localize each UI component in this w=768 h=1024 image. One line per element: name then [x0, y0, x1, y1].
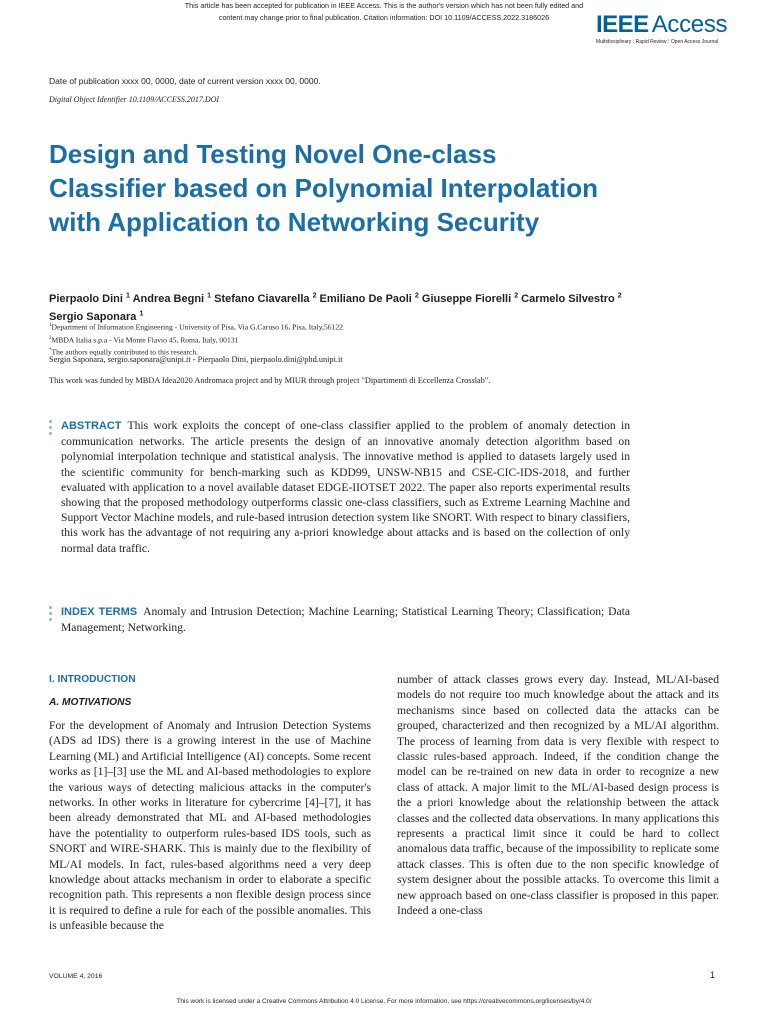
affiliation-mark: 2 [49, 335, 52, 341]
affiliation-line [49, 333, 343, 346]
author-affiliation-mark: 2 [414, 292, 419, 299]
logo-brand: IEEE [596, 11, 649, 38]
ieee-access-logo [596, 12, 727, 45]
affiliation-mark: * [49, 348, 52, 354]
author-affiliation-mark: 1 [139, 310, 144, 318]
author-name-text: Emiliano De Paoli [319, 292, 412, 305]
author-name-text: Sergio Saponara [49, 311, 137, 324]
author-affiliation-mark: 1 [207, 292, 212, 299]
author-name-text: Giuseppe Fiorelli [421, 292, 512, 305]
abstract-text: This work exploits the concept of one-class classifier applied to the problem of anomaly detection in communication networks. The article presents the design of an innovative anomaly detection algorithm based on polynomial interpolation technique and statistical analysis. The innovative method is applied to datasets largely used in the scientific community for bench-marking such as KDD99, UNSW-NB15 and CSE-CIC-IDS-2018, and further evaluated with application to a novel available dataset EDGE-IIOTSET 2022. The paper also reports experimental results showing that the proposed methodology outperforms classic one-class classifiers, such as Extreme Learning Machine and Support Vector Machine models, and rule-based intrusion detection system like SNORT. With respect to binary classifiers, this work has the advantage of not requiring any a-priori knowledge about attacks and is based on the collection of only normal data traffic. [61, 419, 630, 555]
author-name-text: Andrea Begni [132, 292, 205, 305]
affiliation-line [49, 320, 343, 333]
affiliation-text: MBDA Italia s.p.a - Via Monte Flavio 45, Roma, Italy, 00131 [51, 335, 239, 345]
affiliation-text: Department of Information Engineering - University of Pisa, Via G.Caruso 16, Pisa, Italy,56122 [51, 322, 343, 332]
section-heading-introduction: I. INTRODUCTION [49, 674, 136, 685]
index-terms [61, 604, 630, 635]
funding-line: This work was funded by MBDA Idea2020 Andromaca project and by MIUR through project "Dipartimenti di Eccellenza Crosslab". [49, 376, 491, 385]
abstract-label: ABSTRACT [61, 420, 122, 432]
abstract [61, 418, 630, 556]
paper-title: Design and Testing Novel One-class Classifier based on Polynomial Interpolation with Application to Networking Security [49, 139, 598, 237]
author-name-text: Pierpaolo Dini [49, 292, 123, 305]
publication-date: Date of publication xxxx 00, 0000, date of current version xxxx 00, 0000. [49, 76, 321, 86]
volume-label: VOLUME 4, 2016 [49, 973, 103, 980]
page-number: 1 [710, 970, 716, 980]
author-affiliation-mark: 2 [617, 292, 622, 299]
subsection-heading-motivations: A. MOTIVATIONS [49, 697, 132, 708]
logo-wordmark [596, 12, 727, 38]
acceptance-notice-line-1: This article has been accepted for publication in IEEE Access. This is the author's version which has not been fully edited and [184, 1, 584, 10]
doi-line: Digital Object Identifier 10.1109/ACCESS.2017.DOI [49, 95, 220, 104]
body-column-right: number of attack classes grows every day. Instead, ML/AI-based models do not require too much knowledge about the attack and its mechanisms since based on collected data the attacks can be grouped, characterized and then recognized by a ML/AI algorithm. The process of learning from data is very flexible with respect to classic rules-based approach. Indeed, if the condition change the model can be re-trained on new data in order to recognize a new class of attack. A major limit to the ML/AI-based design process is the a priori knowledge about the relationship between the attack classes and the collected data observations. In many applications this represents a practical limit since it could be hard to collect anomalous data traffic, because of the impossibility to replicate some attack classes. This is often due to the non specific knowledge of system designer about the possible attacks. To overcome this limit a new approach based on one-class classifier is proposed in this paper. Indeed a one-class [397, 673, 719, 918]
author-name [320, 293, 419, 305]
acceptance-notice-line-2: content may change prior to final publication. Citation information: DOI 10.1109/ACCESS.2022.3186026 [218, 13, 550, 22]
index-terms-dots-icon [49, 606, 53, 624]
license-notice: This work is licensed under a Creative Commons Attribution 4.0 License. For more information, see https://creativecommons.org/licenses/by/4.0/ [176, 998, 592, 1005]
contact-line: Sergio Saponara, sergio.saponara@unipi.it - Pierpaolo Dini, pierpaolo.dini@phd.unipi.it [49, 355, 343, 364]
affiliation-text: The authors equally contributed to this research. [51, 347, 199, 357]
author-name [422, 293, 518, 305]
affiliation-mark: 1 [49, 323, 52, 328]
abstract-dots-icon [49, 420, 53, 438]
index-terms-label: INDEX TERMS [61, 606, 138, 618]
affiliations [49, 320, 343, 358]
author-name [49, 293, 130, 305]
author-name [214, 293, 316, 305]
author-affiliation-mark: 1 [126, 292, 130, 299]
author-name-text: Carmelo Silvestro [521, 292, 615, 305]
index-terms-text: Anomaly and Intrusion Detection; Machine Learning; Statistical Learning Theory; Classification; Data Management; Networking. [61, 605, 630, 635]
author-name [521, 293, 622, 305]
author-affiliation-mark: 2 [312, 292, 317, 299]
body-column-left: For the development of Anomaly and Intrusion Detection Systems (ADS ad IDS) there is a growing interest in the use of Machine Learning (ML) and Artificial Intelligence (AI) concepts. Some recent works as [1]–[3] use the ML and AI-based methodologies to explore the various ways of detecting malicious attacks in the computer's networks. In other works in literature for cybercrime [4]–[7], it has been already demonstrated that ML and AI-based methodologies have the potentiality to outperform rules-based IDS tools, such as SNORT and WIRE-SHARK. This is mainly due to the flexibility of ML/AI models. In fact, rules-based algorithms need a very deep knowledge about attacks mechanism in order to elaborate a specific recognition path. This represents a non flexible design process since it is required to define a rule for each of the possible anomalies. This is unfeasible because the [49, 719, 371, 933]
author-name [133, 293, 211, 305]
logo-tagline: Multidisciplinary ⁝ Rapid Review ⁝ Open Access Journal [596, 39, 719, 45]
author-name-text: Stefano Ciavarella [214, 292, 310, 305]
logo-product: Access [651, 11, 728, 38]
author-affiliation-mark: 2 [514, 292, 519, 299]
